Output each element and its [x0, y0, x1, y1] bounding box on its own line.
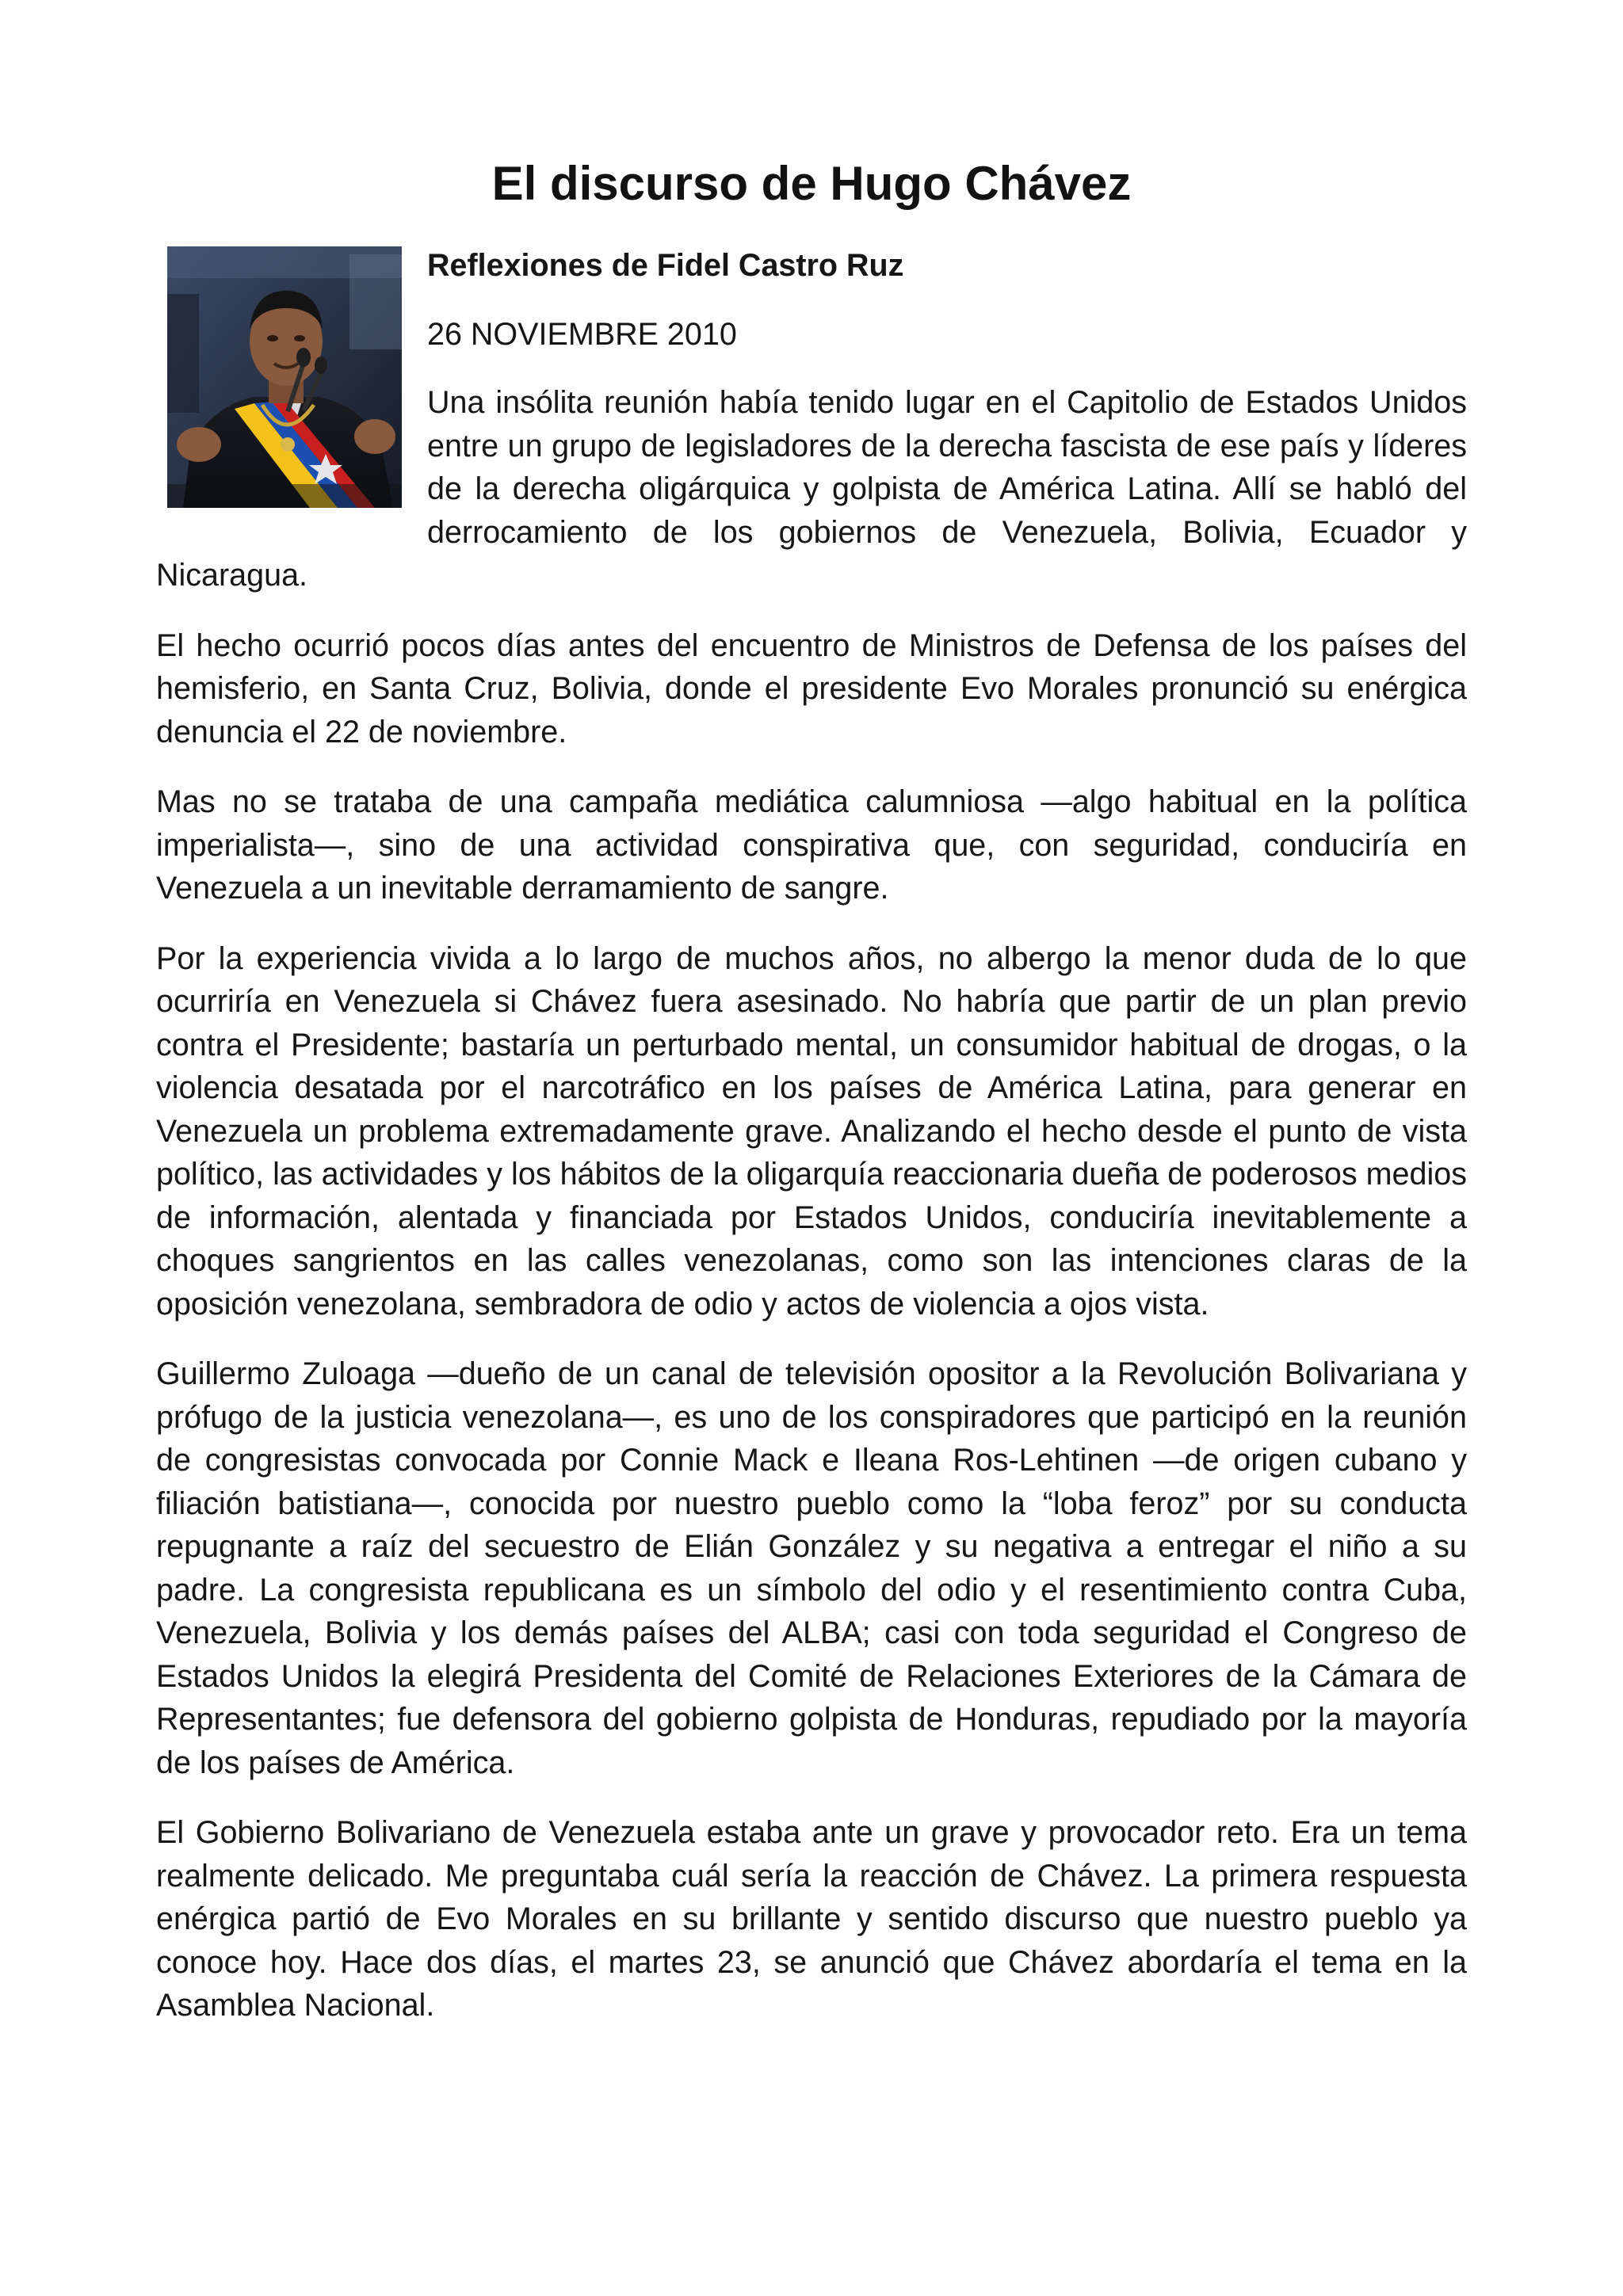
publication-date: 26 NOVIEMBRE 2010	[427, 316, 737, 352]
portrait-photo-icon	[167, 246, 402, 508]
paragraph: El hecho ocurrió pocos días antes del encuentro de Ministros de Defensa de los países del hemisferio, en Santa Cruz, Bolivia, donde el presidente Evo Morales pronunció su enérgica denuncia el 22 de noviembre.	[156, 627, 1467, 749]
page-title: El discurso de Hugo Chávez	[491, 157, 1132, 210]
paragraph: El Gobierno Bolivariano de Venezuela estaba ante un grave y provocador reto. Era un tema realmente delicado. Me preguntaba cuál sería la reacción de Chávez. La primera respuesta enérgica partió de Evo Morales en su brillante y sentido discurso que nuestro pueblo ya conoce hoy. Hace dos días, el martes 23, se anunció que Chávez abordaría el tema en la Asamblea Nacional.	[156, 1815, 1467, 2023]
portrait-photo	[167, 246, 402, 508]
paragraph: Guillermo Zuloaga —dueño de un canal de televisión opositor a la Revolución Bolivariana y prófugo de la justicia venezolana—, es uno de los conspiradores que participó en la reunión de congresistas convocada por Connie Mack e Ileana Ros-Lehtinen —de origen cubano y filiación batistiana—, conocida por nuestro pueblo como la “loba feroz” por su conducta repugnante a raíz del secuestro de Elián González y su negativa a entregar el niño a su padre. La congresista republicana es un símbolo del odio y el resentimiento contra Cuba, Venezuela, Bolivia y los demás países del ALBA; casi con toda seguridad el Congreso de Estados Unidos la elegirá Presidenta del Comité de Relaciones Exteriores de la Cámara de Representantes; fue defensora del gobierno golpista de Honduras, repudiado por la mayoría de los países de América.	[156, 1356, 1467, 1780]
paragraph: Una insólita reunión había tenido lugar en el Capitolio de Estados Unidos entre un grupo de legisladores de la derecha fascista de ese país y líderes de la derecha oligárquica y golpista de América Latina. Allí se habló del derrocamiento de los gobiernos de Venezuela, Bolivia, Ecuador y Nicaragua.	[156, 385, 1467, 593]
paragraph: Por la experiencia vivida a lo largo de muchos años, no albergo la menor duda de lo que ocurriría en Venezuela si Chávez fuera asesinado. No habría que partir de un plan previo contra el Presidente; bastaría un perturbado mental, un consumidor habitual de drogas, o la violencia desatada por el narcotráfico en los países de América Latina, para generar en Venezuela un problema extremadamente grave. Analizando el hecho desde el punto de vista político, las actividades y los hábitos de la oligarquía reaccionaria dueña de poderosos medios de información, alentada y financiada por Estados Unidos, conduciría inevitablemente a choques sangrientos en las calles venezolanas, como son las intenciones claras de la oposición venezolana, sembradora de odio y actos de violencia a ojos vista.	[156, 940, 1467, 1322]
byline: Reflexiones de Fidel Castro Ruz	[427, 248, 904, 283]
paragraph: Mas no se trataba de una campaña mediática calumniosa —algo habitual en la política imperialista—, sino de una actividad conspirativa que, con seguridad, conduciría en Venezuela a un inevitable derramamiento de sangre.	[156, 784, 1467, 906]
article-body	[156, 244, 1467, 2054]
